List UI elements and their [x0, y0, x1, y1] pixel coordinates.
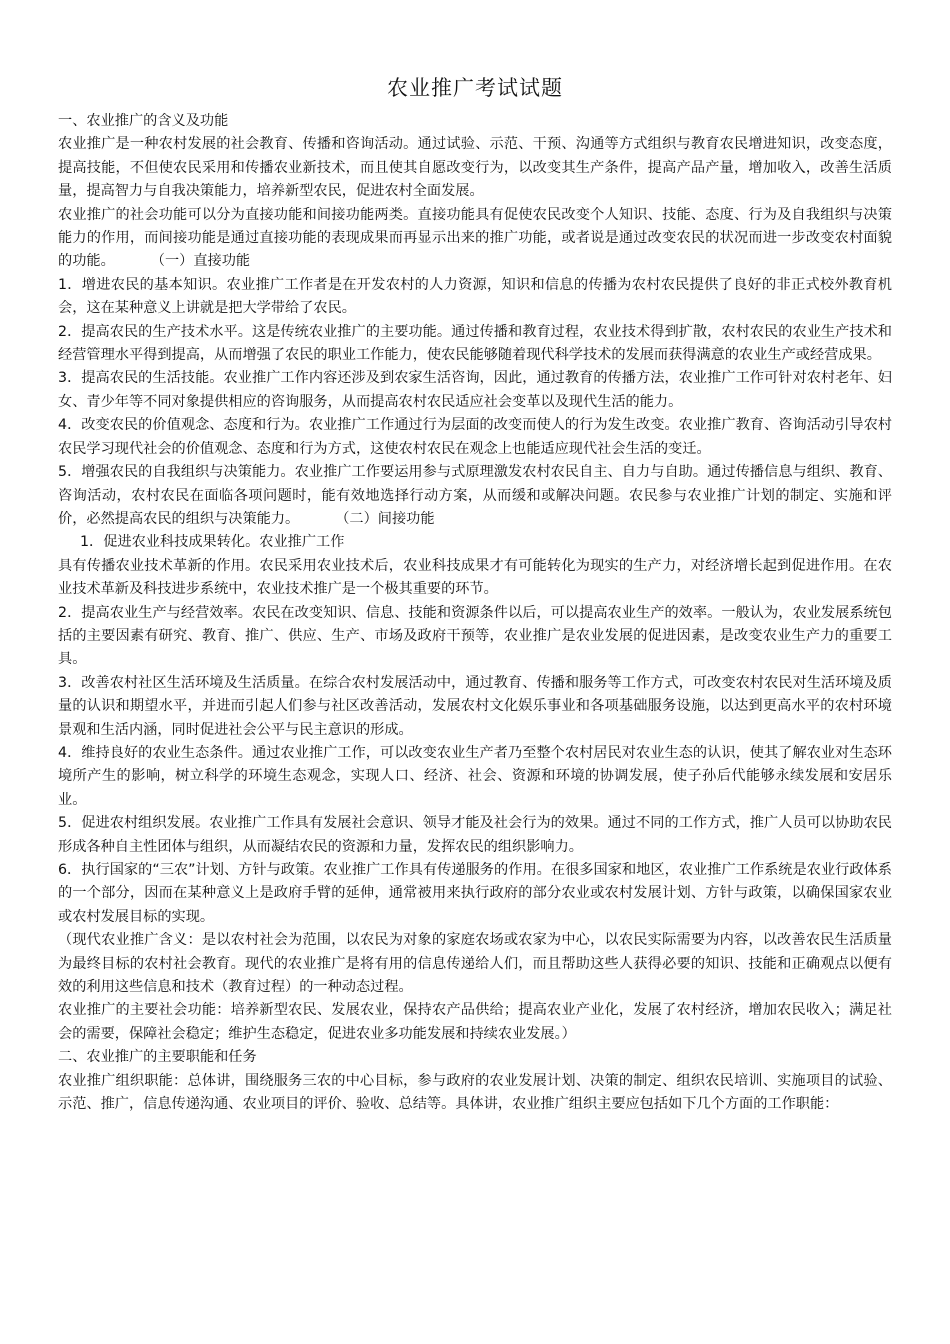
paragraph-direct-1: 1．增进农民的基本知识。农业推广工作者是在开发农村的人力资源，知识和信息的传播为农村农民提供了良好的非正式校外教育机会，这在某种意义上讲就是把大学带给了农民。 [58, 276, 892, 317]
paragraph-modern-definition: （现代农业推广含义：是以农村社会为范围，以农民为对象的家庭农场或农家为中心，以农民实际需要为内容，以改善农民生活质量为最终目标的农村社会教育。现代的农业推广是将有用的信息传递给人们，而且帮助这些人获得必要的知识、技能和正确观点以便有效的利用这些信息和技术（教育过程）的一种动态过程。 [58, 932, 892, 996]
paragraph-direct-2: 2．提高农民的生产技术水平。这是传统农业推广的主要功能。通过传播和教育过程，农业技术得到扩散，农村农民的农业生产技术和经营管理水平得到提高，从而增强了农民的职业工作能力，使农民能够随着现代科学技术的发展而获得满意的农业生产或经营成果。 [58, 323, 892, 364]
section-heading-2: 二、农业推广的主要职能和任务 [58, 1049, 257, 1066]
section-heading-1: 一、农业推广的含义及功能 [58, 113, 229, 129]
subheading-direct-function: （一）直接功能 [150, 253, 251, 270]
paragraph-organization-functions: 农业推广组织职能：总体讲，围绕服务三农的中心目标，参与政府的农业发展计划、决策的制定、组织农民培训、实施项目的试验、示范、推广，信息传递沟通、农业项目的评价、验收、总结等。具体讲，农业推广组织主要应包括如下几个方面的工作职能： [58, 1072, 892, 1113]
paragraph-indirect-1-lead: 1．促进农业科技成果转化。农业推广工作 [80, 534, 345, 551]
paragraph-direct-5 [58, 461, 892, 531]
paragraph-indirect-4: 4．维持良好的农业生态条件。通过农业推广工作，可以改变农业生产者乃至整个农村居民对农业生态的认识，使其了解农业对生态环境所产生的影响，树立科学的环境生态观念，实现人口、经济、社会、资源和环境的协调发展，使子孙后代能够永续发展和安居乐业。 [58, 744, 892, 808]
paragraph-direct-5-text: 5．增强农民的自我组织与决策能力。农业推广工作要运用参与式原理激发农村农民自主、自力与自助。通过传播信息与组织、教育、咨询活动，农村农民在面临各项问题时，能有效地选择行动方案，从而缓和或解决问题。农民参与农业推广计划的制定、实施和评价，必然提高农民的组织与决策能力。 [58, 464, 892, 527]
paragraph-direct-3: 3．提高农民的生活技能。农业推广工作内容还涉及到农家生活咨询，因此，通过教育的传播方法，农业推广工作可针对农村老年、妇女、青少年等不同对象提供相应的咨询服务，从而提高农村农民适应社会变革以及现代生活的能力。 [58, 370, 892, 410]
document-title: 农业推广考试试题 [387, 76, 563, 100]
paragraph-indirect-5: 5．促进农村组织发展。农业推广工作具有发展社会意识、领导才能及社会行为的效果。通过不同的工作方式，推广人员可以协助农民形成各种自主性团体与组织，从而凝结农民的资源和力量，发挥农民的组织影响力。 [58, 815, 892, 855]
paragraph-indirect-2: 2．提高农业生产与经营效率。农民在改变知识、信息、技能和资源条件以后，可以提高农业生产的效率。一般认为，农业发展系统包括的主要因素有研究、教育、推广、供应、生产、市场及政府干预等，农业推广是农业发展的促进因素，是改变农业生产力的重要工具。 [58, 604, 892, 668]
paragraph-direct-4: 4．改变农民的价值观念、态度和行为。农业推广工作通过行为层面的改变而使人的行为发生改变。农业推广教育、咨询活动引导农村农民学习现代社会的价值观念、态度和行为方式，这使农村农民在观念上也能适应现代社会生活的变迁。 [58, 417, 892, 457]
paragraph-indirect-1: 具有传播农业技术革新的作用。农民采用农业技术后，农业科技成果才有可能转化为现实的生产力，对经济增长起到促进作用。在农业技术革新及科技进步系统中，农业技术推广是一个极其重要的环节。 [58, 557, 892, 598]
paragraph-functions [58, 204, 892, 274]
paragraph-social-functions: 农业推广的主要社会功能：培养新型农民、发展农业，保持农产品供给；提高农业产业化，发展了农村经济，增加农民收入；满足社会的需要，保障社会稳定；维护生态稳定，促进农业多功能发展和持续农业发展。） [58, 1002, 892, 1042]
paragraph-functions-text: 农业推广的社会功能可以分为直接功能和间接功能两类。直接功能具有促使农民改变个人知识、技能、态度、行为及自我组织与决策能力的作用，而间接功能是通过直接功能的表现成果而再显示出来的推广功能，或者说是通过改变农民的状况而进一步改变农村面貌的功能。 [58, 206, 892, 270]
paragraph-indirect-6: 6．执行国家的“三农”计划、方针与政策。农业推广工作具有传递服务的作用。在很多国家和地区，农业推广工作系统是农业行政体系的一个部分，因而在某种意义上是政府手臂的延伸，通常被用来执行政府的部分农业或农村发展计划、方针与政策，以确保国家农业或农村发展目标的实现。 [58, 862, 892, 925]
paragraph-definition: 农业推广是一种农村发展的社会教育、传播和咨询活动。通过试验、示范、干预、沟通等方式组织与教育农民增进知识，改变态度，提高技能，不但使农民采用和传播农业新技术，而且使其自愿改变行为，以改变其生产条件，提高产品产量，增加收入，改善生活质量，提高智力与自我决策能力，培养新型农民，促进农村全面发展。 [58, 136, 892, 200]
paragraph-indirect-3: 3．改善农村社区生活环境及生活质量。在综合农村发展活动中，通过教育、传播和服务等工作方式，可改变农村农民对生活环境及质量的认识和期望水平，并进而引起人们参与社区改善活动，发展农村文化娱乐事业和各项基础服务设施，以达到更高水平的农村环境景观和生活内涵，同时促进社会公平与民主意识的形成。 [58, 674, 892, 738]
subheading-indirect-function: （二）间接功能 [335, 510, 435, 527]
